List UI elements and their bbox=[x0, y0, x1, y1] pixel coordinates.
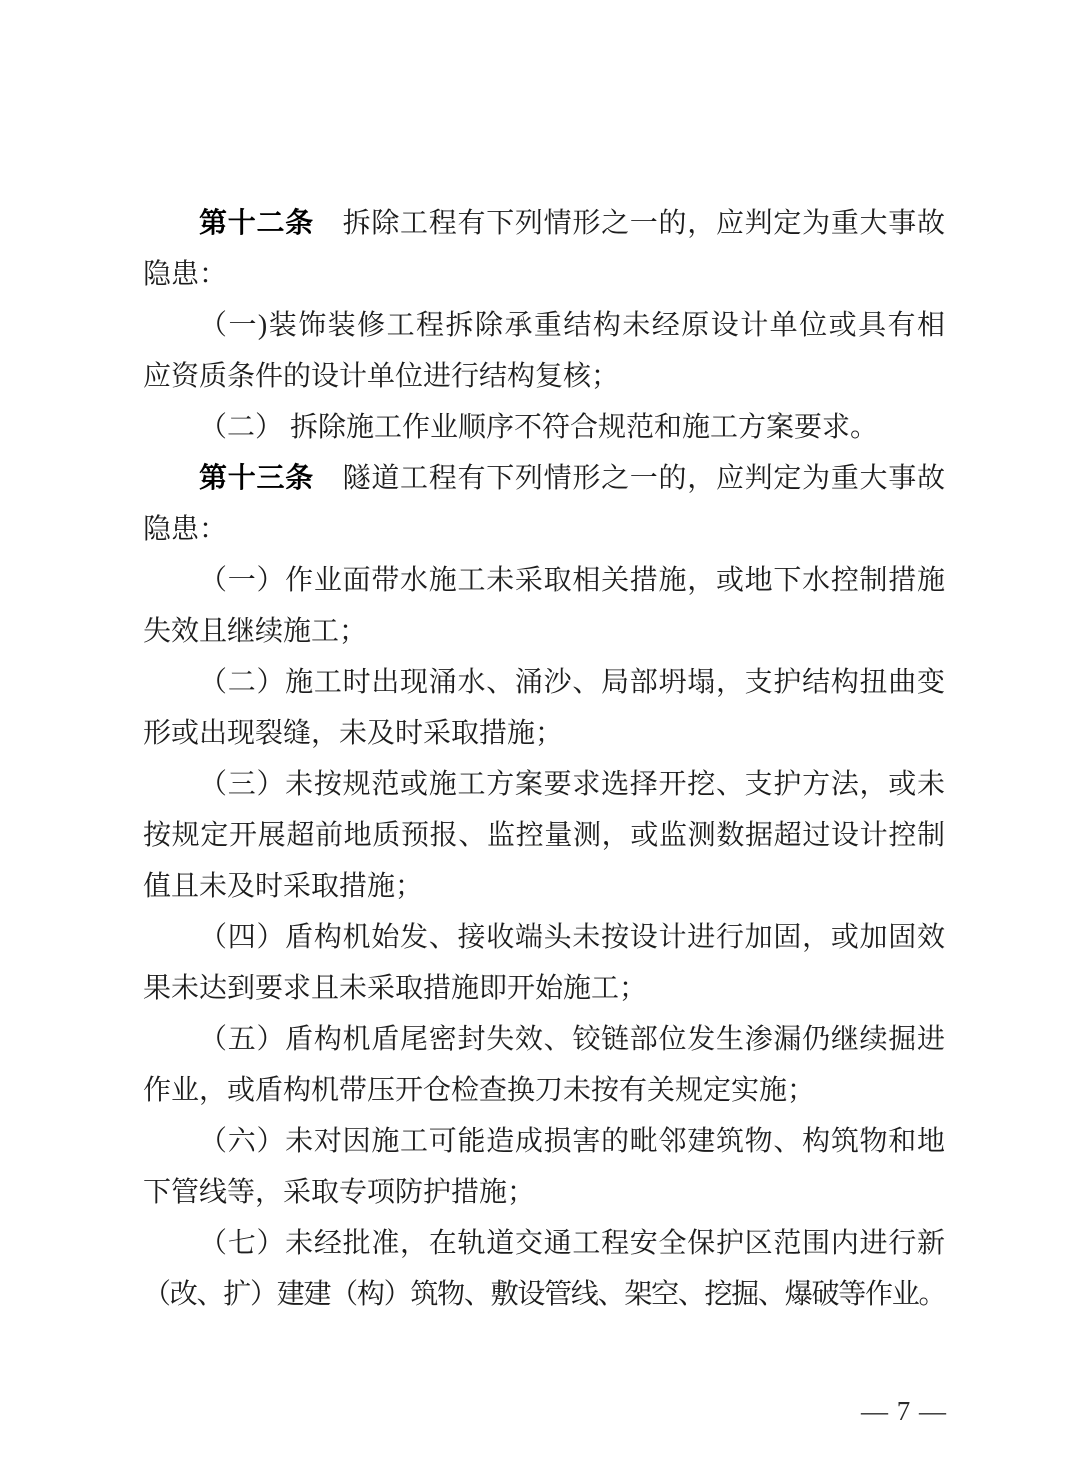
text-segment: 拆除工程有下列情形之一的，应判定为重大事故 bbox=[313, 208, 945, 239]
text-segment: 形或出现裂缝，未及时采取措施； bbox=[143, 718, 564, 749]
document-line bbox=[143, 708, 945, 759]
text-segment: 果未达到要求且未采取措施即开始施工； bbox=[143, 973, 648, 1004]
document-line bbox=[143, 1218, 945, 1269]
text-segment: 隧道工程有下列情形之一的，应判定为重大事故 bbox=[313, 463, 945, 494]
article-number-heading: 第十二条 bbox=[199, 208, 314, 239]
document-line bbox=[143, 912, 945, 963]
text-segment: （七）未经批准，在轨道交通工程安全保护区范围内进行新 bbox=[199, 1228, 945, 1259]
document-line bbox=[143, 1116, 945, 1167]
document-line bbox=[143, 657, 945, 708]
document-line bbox=[143, 1269, 945, 1320]
document-line bbox=[143, 1065, 945, 1116]
document-line bbox=[143, 810, 945, 861]
document-line bbox=[143, 504, 945, 555]
text-segment: （一）作业面带水施工未采取相关措施，或地下水控制措施 bbox=[199, 565, 945, 596]
document-line bbox=[143, 759, 945, 810]
text-segment: （一)装饰装修工程拆除承重结构未经原设计单位或具有相 bbox=[199, 310, 945, 341]
document-body bbox=[143, 198, 945, 1320]
text-segment: （三）未按规范或施工方案要求选择开挖、支护方法，或未 bbox=[199, 769, 945, 800]
document-line bbox=[143, 1014, 945, 1065]
text-segment: 应资质条件的设计单位进行结构复核； bbox=[143, 361, 620, 392]
document-line bbox=[143, 198, 945, 249]
document-line bbox=[143, 1167, 945, 1218]
article-number-heading: 第十三条 bbox=[199, 463, 314, 494]
document-line bbox=[143, 402, 945, 453]
text-segment: 隐患： bbox=[143, 514, 228, 545]
text-segment: （改、扩）建建（构）筑物、敷设管线、架空、挖掘、爆破等作业。 bbox=[143, 1279, 945, 1310]
text-segment: （五）盾构机盾尾密封失效、铰链部位发生渗漏仍继续掘进 bbox=[199, 1024, 945, 1055]
text-segment: 隐患： bbox=[143, 259, 228, 290]
text-segment: 按规定开展超前地质预报、监控量测，或监测数据超过设计控制 bbox=[143, 820, 945, 851]
document-line bbox=[143, 453, 945, 504]
document-line bbox=[143, 249, 945, 300]
document-line bbox=[143, 963, 945, 1014]
text-segment: 作业，或盾构机带压开仓检查换刀未按有关规定实施； bbox=[143, 1075, 816, 1106]
document-line bbox=[143, 606, 945, 657]
text-segment: （二） 拆除施工作业顺序不符合规范和施工方案要求。 bbox=[199, 412, 879, 443]
text-segment: 失效且继续施工； bbox=[143, 616, 368, 647]
text-segment: 下管线等，采取专项防护措施； bbox=[143, 1177, 536, 1208]
document-line bbox=[143, 300, 945, 351]
document-line bbox=[143, 555, 945, 606]
text-segment: （二）施工时出现涌水、涌沙、局部坍塌，支护结构扭曲变 bbox=[199, 667, 945, 698]
page-number: — 7 — bbox=[861, 1396, 947, 1426]
document-line bbox=[143, 861, 945, 912]
text-segment: （四）盾构机始发、接收端头未按设计进行加固，或加固效 bbox=[199, 922, 945, 953]
text-segment: 值且未及时采取措施； bbox=[143, 871, 424, 902]
text-segment: （六）未对因施工可能造成损害的毗邻建筑物、构筑物和地 bbox=[199, 1126, 945, 1157]
document-line bbox=[143, 351, 945, 402]
